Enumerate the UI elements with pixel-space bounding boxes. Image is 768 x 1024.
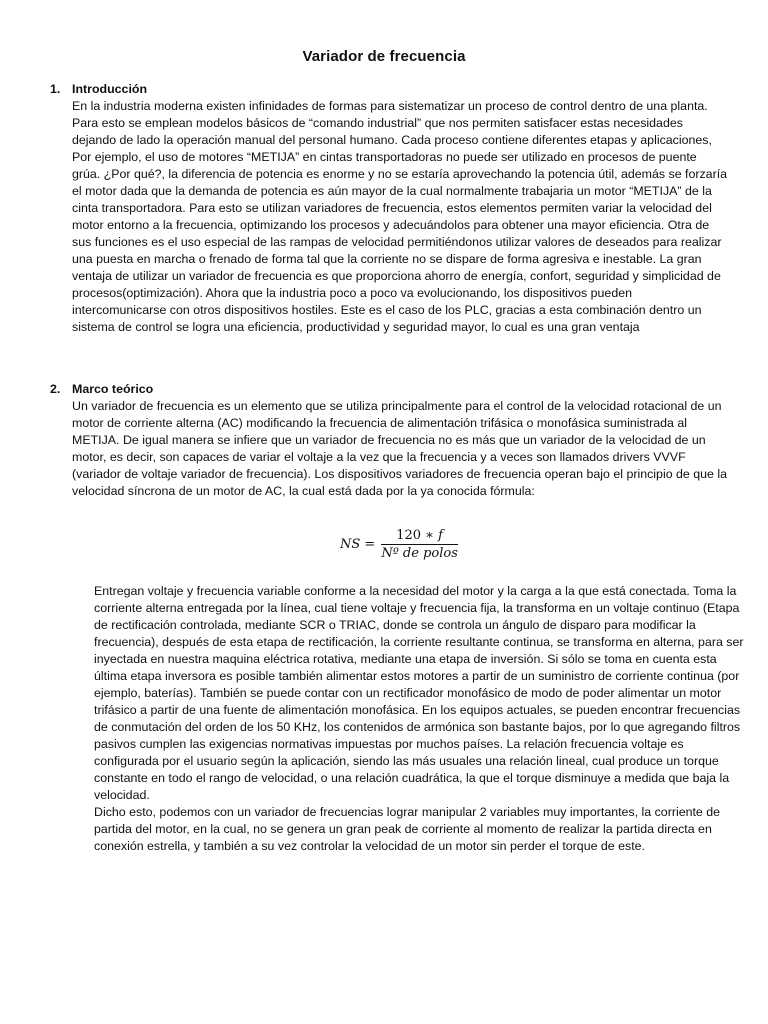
paragraph: Dicho esto, podemos con un variador de frecuencias lograr manipular 2 variables muy importantes, la corriente de partida del motor, en la cual, no se genera un gran peak de corriente al momento de realizar la partida directa en conexión estrella, y también a su vez controlar la velocidad de un motor sin perder el torque de este.	[94, 805, 721, 853]
formula-numerator-operator: ∗	[421, 528, 439, 543]
section-number: 1.	[50, 82, 61, 96]
paragraph: Entregan voltaje y frecuencia variable conforme a la necesidad del motor y la carga a la que está conectada. Toma la corriente alterna entregada por la línea, cual tiene voltaje y frecuencia fija, la transforma en un voltaje continuo (Etapa de rectificación controlada, mediante SCR o TRIAC, donde se controla un ángulo de disparo para modificar la frecuencia), después de esta etapa de rectificación, la corriente resultante continua, se transforma en alterna, para ser inyectada en nuestra maquina eléctrica rotativa, mediante una etapa de inversión. Si sólo se toma en cuenta esta última etapa inversora es posible también alimentar estos motores a partir de un suministro de corriente continua (por ejemplo, baterías). También se puede contar con un rectificador monofásico de modo de poder alimentar un motor trifásico a partir de una fuente de alimentación monofásica. En los equipos actuales, se pueden encontrar frecuencias de conmutación del orden de los 50 KHz, los contenidos de armónica son bastante bajos, por lo que agregando filtros pasivos cumplen las exigencias normativas impuestas por muchos países. La relación frecuencia voltaje es configurada por el usuario según la aplicación, siendo las más usuales una relación lineal, cual produce un torque constante en todo el rango de velocidad, o una relación cuadrática, la que el torque disminuye a medida que baja la velocidad.	[94, 584, 744, 802]
formula-denominator: Nº de polos	[381, 546, 458, 561]
synchronous-speed-formula	[340, 528, 458, 561]
formula-numerator-constant: 120	[396, 528, 422, 543]
section-heading	[50, 381, 730, 398]
formula-fraction	[381, 528, 458, 561]
formula-lhs: NS =	[340, 537, 376, 552]
formula-numerator	[392, 528, 447, 544]
paragraph: En la industria moderna existen infinidades de formas para sistematizar un proceso de control dentro de una planta. Para esto se emplean modelos básicos de “comando industrial” que nos permiten satisfacer estas necesidades dejando de lado la operación manual del personal humano. Cada proceso contiene diferentes etapas y aplicaciones, Por ejemplo, el uso de motores “METIJA” en cintas transportadoras no puede ser utilizado en procesos de puente grúa. ¿Por qué?, la diferencia de potencia es enorme y no se estaría aprovechando la potencia útil, además se forzaría el motor dada que la demanda de potencia es aún mayor de la cual normalmente trabajaria un motor “METIJA” de la cinta transportadora. Para esto se utilizan variadores de frecuencia, estos elementos permiten variar la velocidad del motor entorno a la frecuencia, optimizando los procesos y adecuándolos para obtener una mayor eficiencia. Otra de sus funciones es el uso especial de las rampas de velocidad permitiéndonos utilizar valores de deseados para realizar una puesta en marcha o frenado de forma tal que la corriente no se dispare de forma agresiva e inestable. La gran ventaja de utilizar un variador de frecuencia es que proporciona ahorro de energía, confort, seguridad y simplicidad de procesos(optimización). Ahora que la industria poco a poco va evolucionando, los dispositivos pueden intercomunicarse con otros dispositivos hostiles. Este es el caso de los PLC, gracias a esta combinación dentro un sistema de control se logra una eficiencia, productividad y seguridad mayor, lo cual es una gran ventaja	[72, 99, 728, 334]
section-number: 2.	[50, 382, 61, 396]
section-body	[72, 398, 728, 500]
document-title: Variador de frecuencia	[302, 48, 466, 65]
section-introduccion	[50, 81, 730, 336]
section-heading	[50, 81, 730, 98]
section-marco-teorico	[50, 381, 730, 500]
section-body	[72, 98, 728, 336]
formula-numerator-variable: f	[438, 528, 443, 543]
section-title: Marco teórico	[72, 382, 154, 396]
section-body-continued	[94, 583, 750, 855]
section-title: Introducción	[72, 82, 148, 96]
paragraph: Un variador de frecuencia es un elemento que se utiliza principalmente para el control de la velocidad rotacional de un motor de corriente alterna (AC) modificando la frecuencia de alimentación trifásica o monofásica suministrada al METIJA. De igual manera se infiere que un variador de frecuencia no es más que un variador de la velocidad de un motor, es decir, son capaces de variar el voltaje a la vez que la frecuencia y a veces son llamados drivers VVVF (variador de voltaje variador de frecuencia). Los dispositivos variadores de frecuencia operan bajo el principio de que la velocidad síncrona de un motor de AC, la cual está dada por la ya conocida fórmula:	[72, 399, 728, 498]
